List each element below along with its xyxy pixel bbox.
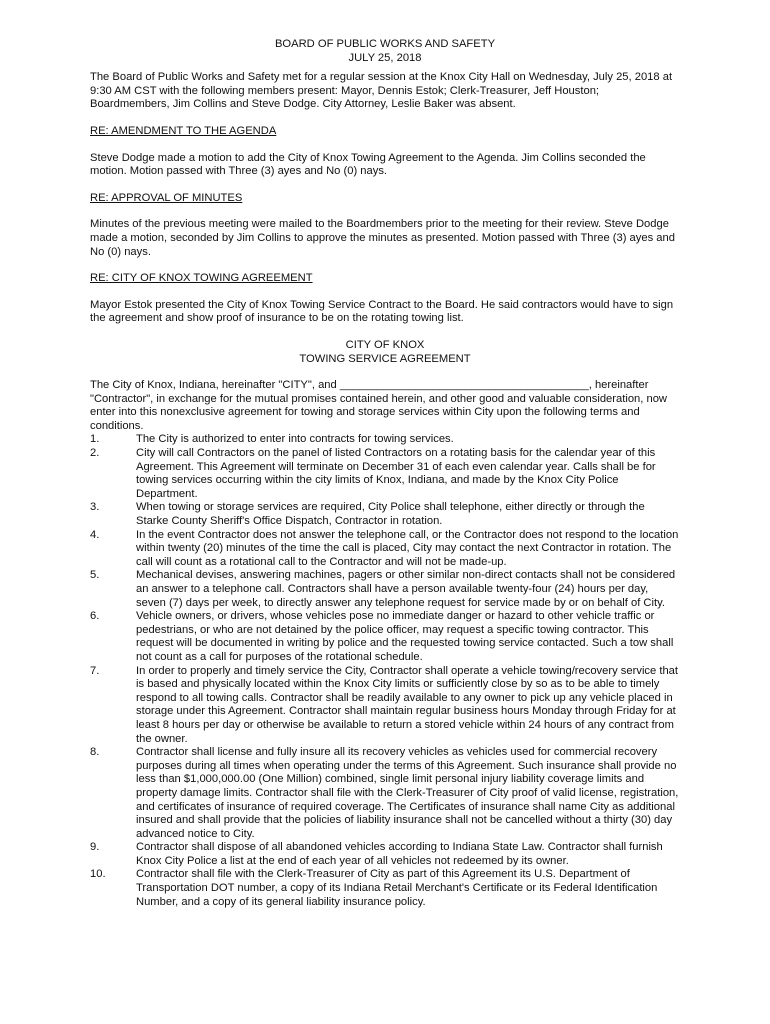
item-number: 1.	[90, 433, 100, 446]
item-text: In the event Contractor does not answer the telephone call, or the Contractor does not respond to the location within twenty (20) minutes of the time the call is placed, City may contact the next Contractor in rotation. The call will count as a rotational call to the Contractor and will not be made-up.	[136, 528, 679, 568]
section-text-agenda: Steve Dodge made a motion to add the City of Knox Towing Agreement to the Agenda. Jim Collins seconded the motion. Motion passed with Three (3) ayes and No (0) nays.	[90, 151, 646, 178]
list-item	[90, 569, 680, 610]
item-text: Contractor shall dispose of all abandoned vehicles according to Indiana State Law. Contractor shall furnish Knox City Police a list at the end of each year of all vehicles not redeemed by its owner.	[136, 841, 663, 867]
item-text: City will call Contractors on the panel of listed Contractors on a rotating basis for the calendar year of this Agreement. This Agreement will terminate on December 31 of each even calendar year. Calls shall be for towing services occurring within the city limits of Knox, Indiana, and made by the Knox City Police Department.	[136, 447, 656, 500]
agreement-title-line1: CITY OF KNOX	[345, 338, 425, 351]
document-title: BOARD OF PUBLIC WORKS AND SAFETY	[274, 38, 496, 50]
section-heading-agenda: RE: AMENDMENT TO THE AGENDA	[90, 124, 277, 137]
list-item	[90, 868, 680, 909]
item-text: When towing or storage services are required, City Police shall telephone, either directly or through the Starke County Sheriff's Office Dispatch, Contractor in rotation.	[136, 501, 645, 528]
list-item	[90, 447, 680, 501]
agreement-title	[90, 339, 680, 366]
document-page	[90, 38, 680, 909]
document-header	[90, 38, 680, 65]
agreement-items-list	[90, 433, 680, 909]
item-number: 2.	[90, 447, 100, 460]
list-item	[90, 665, 680, 747]
item-text: Contractor shall file with the Clerk-Treasurer of City as part of this Agreement its U.S. Department of Transportation DOT number, a copy of its Indiana Retail Merchant's Certificate or its Federal Identification Number, and a copy of its general liability insurance policy.	[136, 868, 658, 908]
item-text: The City is authorized to enter into contracts for towing services.	[136, 433, 454, 446]
item-text: Vehicle owners, or drivers, whose vehicles pose no immediate danger or hazard to other vehicle traffic or pedestrians, or who are not detained by the police officer, may request a specific towing contractor. This request will be documented in writing by police and the requested towing service contacted. Such a tow shall not count as a call for purposes of the rotational schedule.	[136, 610, 674, 663]
list-item	[90, 433, 680, 447]
section-text-towing: Mayor Estok presented the City of Knox Towing Service Contract to the Board. He said contractors would have to sign the agreement and show proof of insurance to be on the rotating towing list.	[90, 298, 674, 325]
item-text: Contractor shall license and fully insure all its recovery vehicles as vehicles used for commercial recovery purposes during all times when operating under the terms of this Agreement. Such insurance shall provide no less than $1,000,000.00 (One Million) combined, single limit personal injury liability coverage limits and property damage limits. Contractor shall file with the Clerk-Treasurer of City proof of valid license, registration, and certificates of insurance of required coverage. The Certificates of insurance shall name City as additional insured and shall provide that the policies of liability insurance shall not be cancelled without a thirty (30) day advanced notice to City.	[136, 746, 679, 840]
item-number: 6.	[90, 610, 100, 623]
item-number: 10.	[90, 868, 106, 881]
item-number: 5.	[90, 569, 100, 582]
meeting-date: JULY 25, 2018	[348, 51, 422, 64]
list-item	[90, 841, 680, 868]
item-number: 8.	[90, 746, 100, 759]
list-item	[90, 501, 680, 528]
agreement-title-line2: TOWING SERVICE AGREEMENT	[299, 352, 471, 365]
list-item	[90, 746, 680, 841]
section-heading-towing: RE: CITY OF KNOX TOWING AGREEMENT	[90, 272, 313, 285]
item-number: 9.	[90, 841, 100, 854]
item-number: 4.	[90, 528, 100, 541]
list-item	[90, 610, 680, 664]
list-item	[90, 529, 680, 570]
section-heading-minutes: RE: APPROVAL OF MINUTES	[90, 191, 243, 204]
agreement-intro: The City of Knox, Indiana, hereinafter "CITY", and ________________________________________, hereinafter "Contractor", in exchange for the mutual promises contained herein, and other good and valuable consideration, now enter into this nonexclusive agreement for towing and storage services within City upon the following terms and conditions.	[90, 379, 667, 432]
section-text-minutes: Minutes of the previous meeting were mailed to the Boardmembers prior to the meeting for their review. Steve Dodge made a motion, seconded by Jim Collins to approve the minutes as presented. Motion passed with Three (3) ayes and No (0) nays.	[90, 218, 675, 258]
intro-paragraph: The Board of Public Works and Safety met for a regular session at the Knox City Hall on Wednesday, July 25, 2018 at 9:30 AM CST with the following members present: Mayor, Dennis Estok; Clerk-Treasurer, Jeff Houston; Boardmembers, Jim Collins and Steve Dodge. City Attorney, Leslie Baker was absent.	[90, 71, 673, 111]
item-number: 3.	[90, 501, 100, 514]
item-number: 7.	[90, 664, 100, 677]
item-text: In order to properly and timely service the City, Contractor shall operate a vehicle towing/recovery service that is based and physically located within the Knox City limits or sufficiently close by so as to be able to timely respond to all towing calls. Contractor shall be readily available to any owner to pick up any vehicle placed in storage under this Agreement. Contractor shall maintain regular business hours Monday through Friday for at least 8 hours per day or otherwise be available to return a stored vehicle within 24 hours of any contract from the owner.	[136, 664, 679, 745]
item-text: Mechanical devises, answering machines, pagers or other similar non-direct contacts shall not be considered an answer to a telephone call. Contractors shall have a person available twenty-four (24) hours per day, seven (7) days per week, to directly answer any telephone request for service made by or on behalf of City.	[136, 569, 676, 609]
